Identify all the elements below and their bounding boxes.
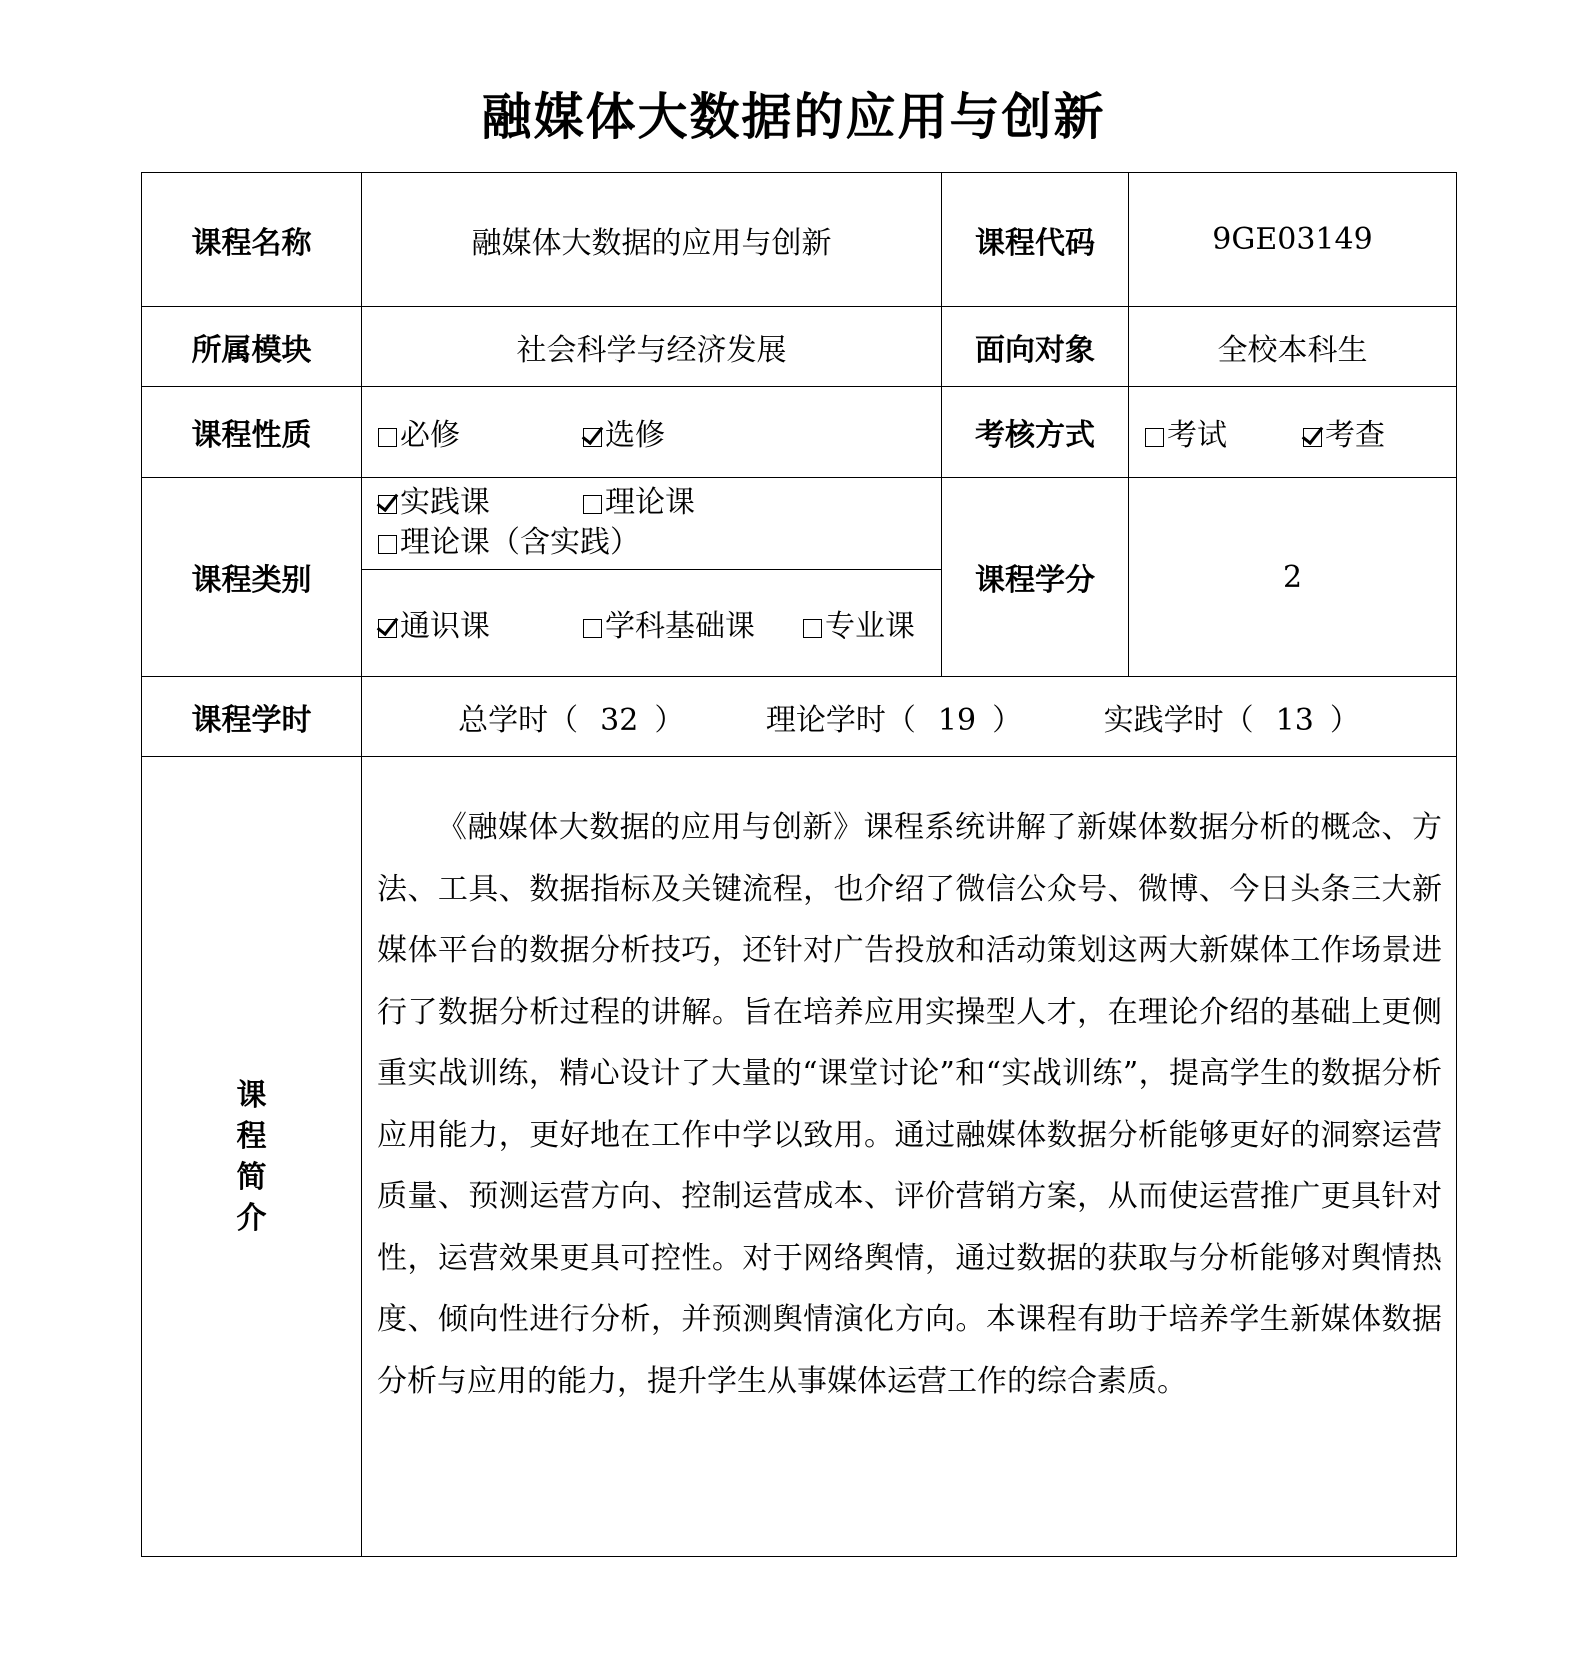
- option-general-course-label: 通识课: [400, 609, 490, 644]
- option-theory-with-practice-label: 理论课（含实践）: [400, 525, 640, 560]
- nature-options: [362, 387, 942, 478]
- option-major-course[interactable]: [803, 601, 915, 645]
- nature-label: 课程性质: [142, 387, 362, 478]
- practice-hours: [1104, 695, 1360, 739]
- row-course-name: [142, 173, 1457, 307]
- option-elective-label: 选修: [605, 418, 665, 453]
- option-check-label: 考查: [1325, 418, 1385, 453]
- intro-label-char: 程: [236, 1118, 267, 1154]
- checkbox-general-course[interactable]: [378, 619, 397, 638]
- category-label: 课程类别: [142, 478, 362, 677]
- document-title: 融媒体大数据的应用与创新: [481, 88, 1106, 146]
- course-name-label: 课程名称: [142, 173, 362, 307]
- credit-label: 课程学分: [942, 478, 1129, 677]
- option-theory-course-label: 理论课: [605, 485, 695, 520]
- option-discipline-foundation-label: 学科基础课: [605, 609, 755, 644]
- assessment-options: [1129, 387, 1457, 478]
- checkbox-discipline-foundation[interactable]: [583, 619, 602, 638]
- module-label: 所属模块: [142, 307, 362, 387]
- module-value: 社会科学与经济发展: [362, 307, 942, 387]
- checkbox-theory-with-practice[interactable]: [378, 535, 397, 554]
- option-check[interactable]: [1303, 410, 1385, 454]
- option-required[interactable]: [378, 410, 583, 454]
- practice-hours-label: 实践学时（: [1103, 702, 1254, 738]
- theory-hours-value: 19: [937, 702, 977, 738]
- checkbox-major-course[interactable]: [803, 619, 822, 638]
- option-practice-course[interactable]: [378, 483, 583, 523]
- assessment-label: 考核方式: [942, 387, 1129, 478]
- checkbox-theory-course[interactable]: [583, 495, 602, 514]
- checkbox-check[interactable]: [1303, 428, 1322, 447]
- total-hours-value: 32: [600, 702, 639, 738]
- course-code-value: 9GE03149: [1129, 173, 1457, 307]
- intro-label-char: 简: [236, 1159, 267, 1195]
- checkbox-exam[interactable]: [1145, 428, 1164, 447]
- option-practice-course-label: 实践课: [400, 485, 490, 520]
- credit-value: 2: [1129, 478, 1457, 677]
- option-major-course-label: 专业课: [825, 609, 915, 644]
- row-nature: [142, 387, 1457, 478]
- row-category: [142, 478, 1457, 570]
- category-group1: [362, 478, 942, 570]
- option-elective[interactable]: [583, 410, 665, 454]
- option-required-label: 必修: [400, 418, 460, 453]
- practice-hours-close: ）: [1329, 702, 1360, 738]
- course-info-table: [141, 172, 1457, 1557]
- theory-hours-label: 理论学时（: [765, 702, 916, 738]
- option-exam-label: 考试: [1167, 418, 1227, 453]
- option-theory-course[interactable]: [583, 483, 695, 523]
- hours-values: [362, 677, 1457, 757]
- row-module: [142, 307, 1457, 387]
- practice-hours-value: 13: [1275, 702, 1314, 738]
- total-hours-label: 总学时（: [458, 702, 579, 738]
- course-name-value: 融媒体大数据的应用与创新: [362, 173, 942, 307]
- option-general-course[interactable]: [378, 601, 583, 645]
- option-discipline-foundation[interactable]: [583, 601, 803, 645]
- intro-paragraph: 《融媒体大数据的应用与创新》课程系统讲解了新媒体数据分析的概念、方法、工具、数据指标及关键流程，也介绍了微信公众号、微博、今日头条三大新媒体平台的数据分析技巧，还针对广告投放和活动策划这两大新媒体工作场景进行了数据分析过程的讲解。旨在培养应用实操型人才，在理论介绍的基础上更侧重实战训练，精心设计了大量的“课堂讨论”和“实战训练”，提高学生的数据分析应用能力，更好地在工作中学以致用。通过融媒体数据分析能够更好的洞察运营质量、预测运营方向、控制运营成本、评价营销方案，从而使运营推广更具针对性，运营效果更具可控性。对于网络舆情，通过数据的获取与分析能够对舆情热度、倾向性进行分析，并预测舆情演化方向。本课程有助于培养学生新媒体数据分析与应用的能力，提升学生从事媒体运营工作的综合素质。: [377, 810, 1442, 1399]
- audience-value: 全校本科生: [1129, 307, 1457, 387]
- total-hours-close: ）: [654, 702, 685, 738]
- intro-label: [142, 757, 362, 1557]
- intro-content: [362, 757, 1457, 1557]
- theory-hours-close: ）: [992, 702, 1023, 738]
- total-hours: [458, 695, 684, 739]
- intro-label-char: 课: [236, 1077, 267, 1113]
- checkbox-practice-course[interactable]: [378, 495, 397, 514]
- audience-label: 面向对象: [942, 307, 1129, 387]
- intro-label-char: 介: [236, 1200, 267, 1236]
- checkbox-required[interactable]: [378, 428, 397, 447]
- option-exam[interactable]: [1145, 410, 1303, 454]
- option-theory-with-practice[interactable]: [378, 523, 640, 563]
- theory-hours: [766, 695, 1022, 739]
- course-code-label: 课程代码: [942, 173, 1129, 307]
- row-intro: [142, 757, 1457, 1557]
- category-group2: [362, 570, 942, 677]
- row-hours: [142, 677, 1457, 757]
- checkbox-elective[interactable]: [583, 428, 602, 447]
- hours-label: 课程学时: [142, 677, 362, 757]
